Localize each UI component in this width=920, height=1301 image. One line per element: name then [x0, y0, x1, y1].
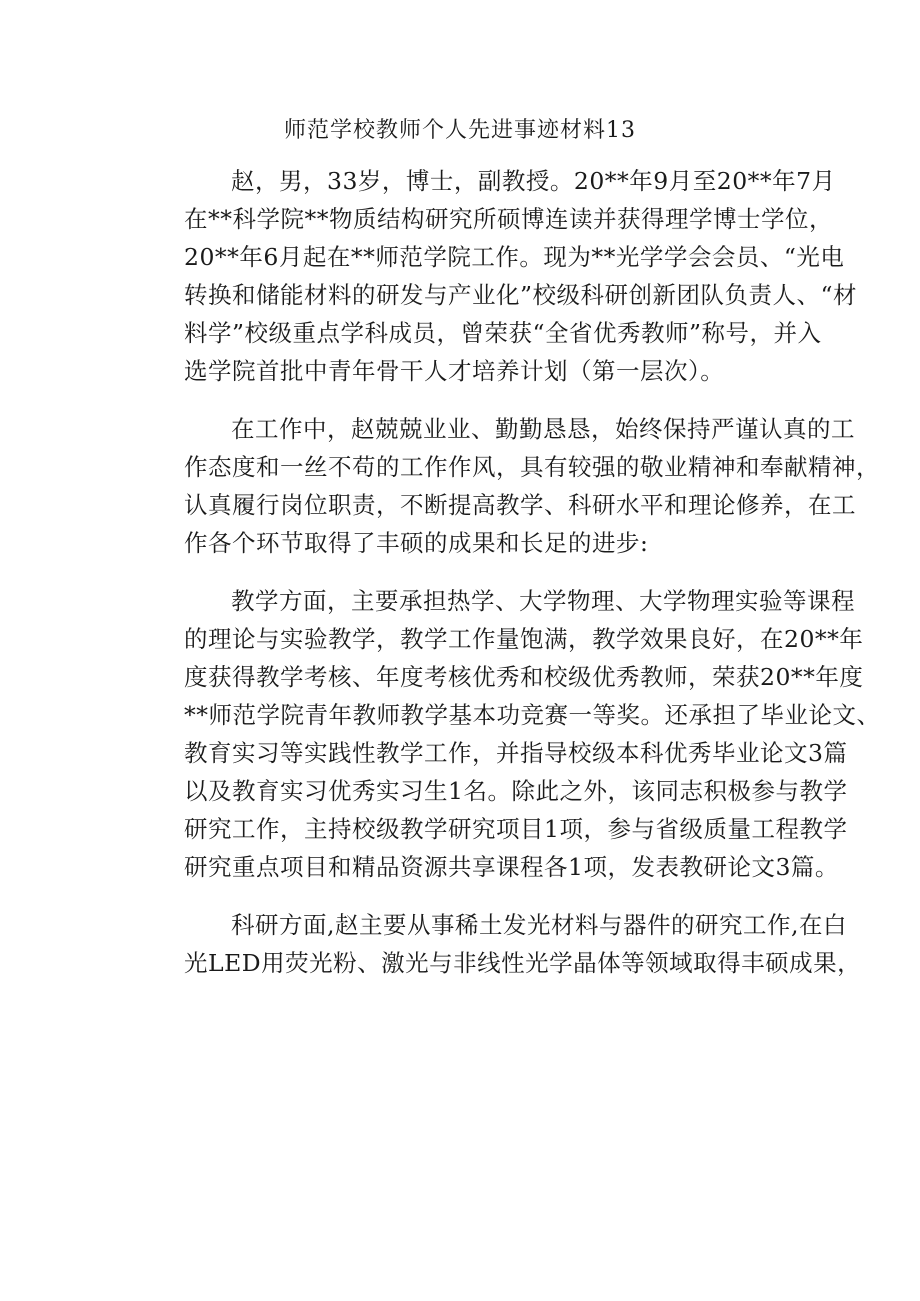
- paragraph-biography: [137, 162, 858, 390]
- text-line: 赵，男，33岁，博士，副教授。20**年9月至20**年7月: [231, 167, 836, 195]
- text-line: 转换和储能材料的研发与产业化”校级科研创新团队负责人、“材: [184, 281, 858, 309]
- paragraph-research: [137, 906, 862, 982]
- text-line: 作各个环节取得了丰硕的成果和长足的进步:: [184, 529, 649, 557]
- paragraph-teaching: [137, 582, 881, 886]
- text-line: 作态度和一丝不苟的工作作风，具有较强的敬业精神和奉献精神，: [184, 453, 880, 481]
- paragraph-work-attitude: [137, 410, 880, 562]
- text-line: 研究工作，主持校级教学研究项目1项，参与省级质量工程教学: [184, 815, 848, 843]
- text-line: 教育实习等实践性教学工作，并指导校级本科优秀毕业论文3篇: [184, 739, 848, 767]
- text-line: 选学院首批中青年骨干人才培养计划（第一层次）。: [184, 357, 725, 385]
- text-line: 以及教育实习优秀实习生1名。除此之外，该同志积极参与教学: [184, 777, 848, 805]
- text-line: 料学”校级重点学科成员，曾荣获“全省优秀教师”称号，并入: [184, 319, 822, 347]
- text-line: 在**科学院**物质结构研究所硕博连读并获得理学博士学位，: [184, 205, 833, 233]
- text-line: 的理论与实验教学，教学工作量饱满，教学效果良好，在20**年: [184, 625, 864, 653]
- text-line: **师范学院青年教师教学基本功竞赛一等奖。还承担了毕业论文、: [184, 701, 881, 729]
- text-line: 度获得教学考核、年度考核优秀和校级优秀教师，荣获20**年度: [184, 663, 864, 691]
- text-line: 教学方面，主要承担热学、大学物理、大学物理实验等课程: [231, 587, 855, 615]
- text-line: 认真履行岗位职责，不断提高教学、科研水平和理论修养，在工: [184, 491, 856, 519]
- text-line: 研究重点项目和精品资源共享课程各1项，发表教研论文3篇。: [184, 853, 839, 881]
- document-title: 师范学校教师个人先进事迹材料13: [284, 118, 636, 143]
- text-line: 光LED用荧光粉、激光与非线性光学晶体等领域取得丰硕成果，: [184, 949, 862, 977]
- text-line: 在工作中，赵兢兢业业、勤勤恳恳，始终保持严谨认真的工: [231, 415, 855, 443]
- text-line: 20**年6月起在**师范学院工作。现为**光学学会会员、“光电: [184, 243, 845, 271]
- document-body: [137, 162, 881, 1002]
- text-line: 科研方面,赵主要从事稀土发光材料与器件的研究工作,在白: [231, 911, 847, 939]
